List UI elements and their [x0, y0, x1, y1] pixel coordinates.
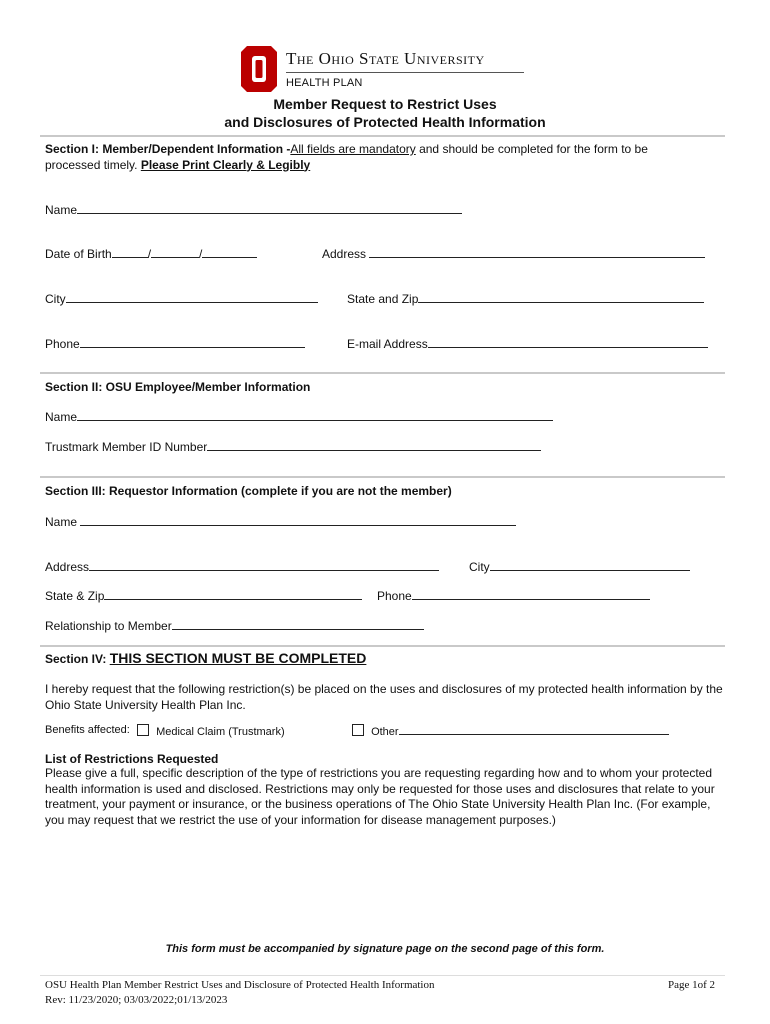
other-label: Other [371, 726, 399, 738]
section4-heading [45, 650, 366, 666]
dob-month-line[interactable] [112, 246, 148, 258]
header-divider [286, 72, 524, 73]
member-name-label: Name [45, 203, 78, 217]
dob-label: Date of Birth [45, 247, 112, 261]
form-title-line2: and Disclosures of Protected Health Information [224, 114, 546, 130]
member-email-field[interactable] [347, 336, 708, 351]
requestor-state-zip-label: State & Zip [45, 589, 105, 603]
dob-day-line[interactable] [151, 246, 199, 258]
member-state-zip-label: State and Zip [347, 292, 419, 306]
form-title-line1: Member Request to Restrict Uses [273, 96, 497, 112]
benefits-affected [45, 724, 130, 736]
requestor-name-label: Name [45, 515, 78, 529]
requestor-phone-line[interactable] [412, 588, 650, 600]
trustmark-id-label: Trustmark Member ID Number [45, 440, 208, 454]
university-name: The Ohio State University [286, 49, 485, 68]
dob-sep-2: / [199, 247, 203, 261]
requestor-city-field[interactable] [469, 559, 690, 574]
requestor-city-label: City [469, 560, 490, 574]
member-email-label: E-mail Address [347, 337, 428, 351]
medical-claim-label: Medical Claim (Trustmark) [156, 726, 285, 738]
requestor-address-line[interactable] [89, 559, 439, 571]
divider [40, 135, 725, 137]
section4-must-note: THIS SECTION MUST BE COMPLETED [109, 650, 367, 666]
mandatory-note: All fields are mandatory [290, 142, 416, 156]
section1-intro [45, 142, 725, 173]
relationship-field[interactable] [45, 618, 424, 633]
footer-revision: Rev: 11/23/2020; 03/03/2022;01/13/2023 [45, 994, 228, 1006]
section1-label: Section I: Member/Dependent Information - [45, 142, 291, 156]
requestor-state-zip-field[interactable] [45, 588, 362, 603]
medical-claim-option[interactable] [137, 724, 285, 738]
footer-page-number: Page 1of 2 [668, 979, 716, 991]
member-city-line[interactable] [66, 291, 318, 303]
employee-name-line[interactable] [77, 409, 553, 421]
trustmark-id-line[interactable] [207, 439, 541, 451]
section1-line2: processed timely. [45, 157, 141, 172]
member-address-field[interactable] [322, 246, 705, 261]
requestor-phone-label: Phone [377, 589, 412, 603]
divider [40, 645, 725, 647]
other-line[interactable] [399, 724, 669, 735]
member-state-zip-line[interactable] [418, 291, 704, 303]
health-plan-label: HEALTH PLAN [286, 77, 363, 89]
member-email-line[interactable] [428, 336, 708, 348]
requestor-phone-field[interactable] [377, 588, 650, 603]
other-checkbox[interactable] [352, 724, 364, 736]
employee-name-label: Name [45, 410, 78, 424]
dob-sep-1: / [147, 247, 152, 261]
section1-rest: and should be completed for the form to be [415, 142, 648, 156]
requestor-state-zip-line[interactable] [104, 588, 362, 600]
section2-heading: Section II: OSU Employee/Member Information [45, 380, 311, 394]
footer-doc-title: OSU Health Plan Member Restrict Uses and Disclosure of Protected Health Information [45, 979, 435, 991]
member-name-field[interactable] [45, 202, 462, 217]
member-city-field[interactable] [45, 291, 318, 306]
requestor-name-field[interactable] [45, 514, 516, 529]
request-statement: I hereby request that the following restriction(s) be placed on the uses and disclosures of my protected health information by the Ohio State University Health Plan Inc. [45, 682, 723, 712]
member-phone-field[interactable] [45, 336, 305, 351]
signature-page-note: This form must be accompanied by signature page on the second page of this form. [165, 943, 605, 955]
relationship-line[interactable] [172, 618, 424, 630]
requestor-address-field[interactable] [45, 559, 439, 574]
member-address-label: Address [322, 247, 367, 261]
footer-divider [40, 975, 725, 976]
member-state-zip-field[interactable] [347, 291, 704, 306]
employee-name-field[interactable] [45, 409, 553, 424]
print-clearly-note: Please Print Clearly & Legibly [140, 157, 311, 172]
member-dob-field[interactable] [45, 246, 257, 261]
restrictions-instructions: Please give a full, specific description of the type of restrictions you are requesting regarding how and to whom your protected health information is used and disclosed. Restrictions may only be requested for those uses and disclosures that relate to your treatment, your payment or insurance, or the business operations of The Ohio State University Health Plan Inc. (For example, you may request that we restrict the use of your information for disease management purposes.) [45, 766, 715, 827]
member-address-line[interactable] [369, 246, 705, 258]
member-name-line[interactable] [77, 202, 462, 214]
relationship-label: Relationship to Member [45, 619, 172, 633]
section4-label: Section IV: [45, 652, 110, 666]
member-city-label: City [45, 292, 66, 306]
requestor-address-label: Address [45, 560, 90, 574]
divider [40, 372, 725, 374]
osu-logo [241, 46, 277, 92]
trustmark-id-field[interactable] [45, 439, 541, 454]
requestor-name-line[interactable] [80, 514, 516, 526]
restrictions-heading: List of Restrictions Requested [45, 752, 219, 766]
member-phone-label: Phone [45, 337, 80, 351]
member-phone-line[interactable] [80, 336, 305, 348]
restrictions-response-area[interactable] [45, 835, 720, 935]
other-option[interactable] [352, 724, 669, 738]
requestor-city-line[interactable] [490, 559, 690, 571]
benefits-label: Benefits affected: [45, 724, 130, 736]
divider [40, 476, 725, 478]
dob-year-line[interactable] [202, 246, 257, 258]
medical-claim-checkbox[interactable] [137, 724, 149, 736]
section3-heading: Section III: Requestor Information (complete if you are not the member) [45, 484, 452, 498]
form-title [0, 95, 770, 131]
